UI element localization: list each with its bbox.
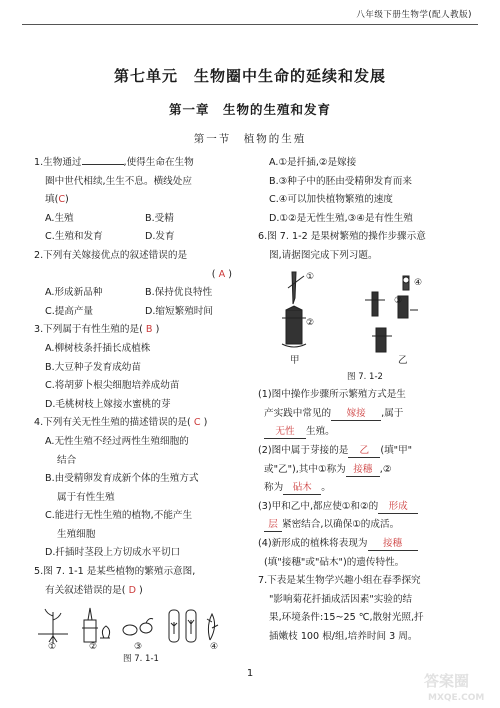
q1-options-ab: A.生殖 B.受精 [45, 212, 174, 224]
q4-option-a: A.无性生殖不经过两性生殖细胞的 [45, 435, 189, 447]
fig2-label-jia: 甲 [290, 354, 300, 366]
q7-line4: 插嫩枝 100 根/组,培养时间 3 周。 [269, 630, 418, 642]
q4-option-c-cont: 生殖细胞 [57, 528, 96, 540]
q2-options-ab: A.形成新品种 B.保持优良特性 [45, 287, 213, 299]
q5-option-b: B.③种子中的胚由受精卵发育而来 [269, 175, 412, 187]
figure-7-1-2 [258, 266, 472, 368]
q6-part1-answer1: 嫁接 [331, 408, 381, 421]
fig1-label-2: ② [89, 642, 98, 653]
q2-answer: A [218, 268, 226, 280]
q3-answer: B [145, 324, 153, 336]
fig1-label-4: ④ [210, 642, 219, 653]
watermark-logo [422, 668, 496, 704]
q2-stem: 2.下列有关嫁接优点的叙述错误的是 [34, 249, 188, 261]
q6-part1-line3: 无性 生殖。 [258, 423, 472, 442]
q5-line1: 5.图 7. 1-1 是某些植物的繁殖示意图, [34, 566, 196, 578]
q4-answer: C [193, 417, 201, 429]
left-column [34, 154, 248, 669]
q6-part2-line3: 称为 砧木 。 [264, 482, 331, 494]
chapter-title: 第一章 生物的生殖和发育 [168, 102, 331, 117]
q6-part1-line2: 产实践中常见的 嫁接 ,属于 [264, 407, 404, 419]
page-header: 八年级下册生物学(配人教版) [356, 10, 472, 20]
fig2-label-4: ④ [414, 277, 423, 288]
page-number: 1 [246, 668, 254, 679]
q6-part1-answer2: 无性 [264, 426, 306, 439]
q6-part3-line2: 层 紧密结合,以确保①的成活。 [258, 516, 472, 535]
q5-answer: D [128, 584, 136, 596]
q1-line1: 1.生物通过 ,使得生命在生物 [34, 157, 194, 168]
fig2-label-yi: 乙 [398, 354, 408, 366]
q6-line2: 图,请据图完成下列习题。 [269, 249, 378, 261]
q5-option-a: A.①是扦插,②是嫁接 [269, 157, 357, 168]
q5-line2: 有关叙述错误的是( D ) [45, 584, 143, 596]
q4-option-d: D.扦插时茎段上方切成水平切口 [45, 547, 181, 559]
q6-part2-line1: (2)图中属于芽接的是 乙 (填"甲" [258, 444, 413, 456]
q2-options-cd: C.提高产量 D.缩短繁殖时间 [45, 305, 213, 317]
fig2-label-2: ② [306, 317, 315, 328]
q6-part4-answer: 接穗 [368, 538, 418, 551]
q6-part1-line1: (1)图中操作步骤所示繁殖方式是生 [258, 389, 406, 401]
q7-line2: "影响菊花扦插成活因素"实验的结 [269, 593, 413, 605]
q3-option-a: A.柳树枝条扦插长成植株 [45, 342, 151, 354]
section-title: 第一节 植物的生殖 [193, 133, 307, 145]
q6-part4-line2: (填"接穗"或"砧木")的遗传特性。 [264, 556, 405, 568]
q6-part4-line1: (4)新形成的植株将表现为 接穗 [258, 535, 472, 554]
q7-line1: 7.下表是某生物学兴趣小组在春季探究 [258, 575, 421, 587]
q5-option-d: D.①②是无性生殖,③④是有性生殖 [269, 212, 413, 224]
svg-text:答案圈: 答案圈 [424, 672, 470, 690]
q1-line2: 圈中世代相续,生生不息。横线处应 [45, 175, 192, 187]
figure-7-1-1-caption: 图 7. 1-1 [123, 654, 159, 665]
q3-stem: 3.下列属于有性生殖的是( B ) [34, 324, 160, 336]
q1-answer: C [58, 194, 66, 206]
fig1-label-1: ① [48, 642, 57, 653]
q2-answer-line: ( A ) [211, 268, 232, 280]
q3-option-c: C.将胡萝卜根尖细胞培养成幼苗 [45, 380, 180, 392]
q5-option-c: C.④可以加快植物繁殖的速度 [269, 194, 393, 206]
q7-line3: 果,环境条件:15~25 ℃,散射光照,扦 [269, 612, 424, 624]
q6-part3-answer2: 层 [264, 519, 282, 532]
q1-options-cd: C.生殖和发育 D.发育 [45, 231, 175, 243]
unit-title: 第七单元 生物圈中生命的延续和发展 [113, 67, 386, 85]
svg-text:MXQE.COM: MXQE.COM [428, 693, 485, 703]
q4-option-a-cont: 结合 [57, 454, 77, 466]
fig1-label-3: ③ [134, 642, 143, 653]
q4-option-c: C.能进行无性生殖的植物,不能产生 [45, 510, 193, 522]
q4-option-b-cont: 属于有性生殖 [57, 491, 115, 503]
q6-part2-answer1: 乙 [348, 445, 380, 458]
q1-line3: 填(C) [45, 194, 69, 206]
q6-line1: 6.图 7. 1-2 是果树繁殖的操作步骤示意 [258, 231, 426, 243]
fig2-label-3: ③ [394, 295, 403, 306]
q6-part2-answer3: 砧木 [283, 482, 321, 495]
q6-part2-line2: 或"乙"),其中①称为 接穗 ,② [264, 463, 392, 475]
header-rule [22, 24, 478, 25]
q3-option-b: B.大豆种子发育成幼苗 [45, 361, 141, 373]
fig2-label-1: ① [306, 271, 315, 282]
q6-part2-answer2: 接穗 [346, 464, 380, 477]
q1-blank [82, 164, 124, 165]
figure-7-1-2-caption: 图 7. 1-2 [347, 371, 383, 382]
figure-7-1-1 [34, 600, 248, 653]
q3-option-d: D.毛桃树枝上嫁接水蜜桃的芽 [45, 398, 171, 410]
right-column [258, 154, 472, 646]
q4-option-b: B.由受精卵发育成新个体的生殖方式 [45, 473, 199, 485]
q6-part3-answer1: 形成 [378, 501, 418, 514]
q4-stem: 4.下列有关无性生殖的描述错误的是( C ) [34, 417, 208, 429]
q6-part3-line1: (3)甲和乙中,都应使①和②的 形成 [258, 498, 472, 517]
